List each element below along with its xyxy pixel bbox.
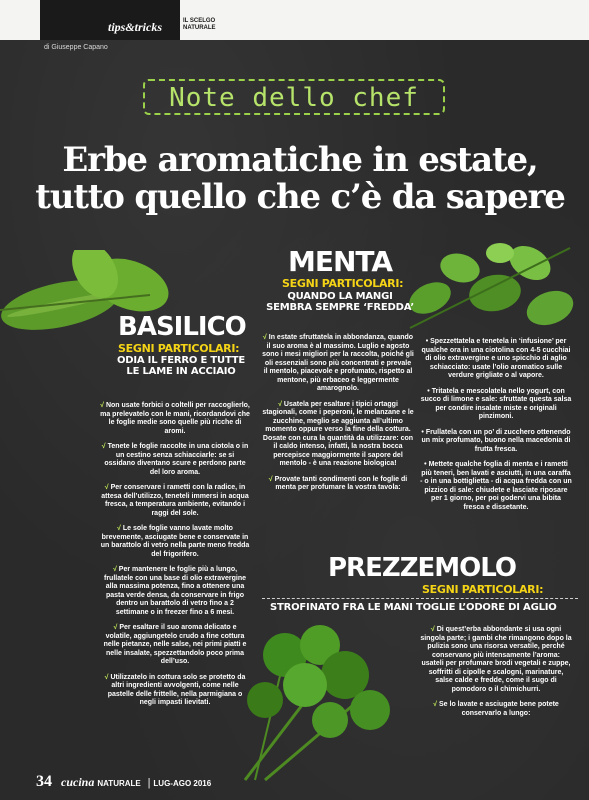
- parsley-divider: [262, 598, 578, 599]
- check-icon: √: [104, 673, 109, 681]
- mint-sub-text: QUANDO LA MANGI SEMBRA SEMPRE ‘FREDDA’: [266, 291, 414, 313]
- basil-para: √ Non usate forbici o coltelli per raccoglierlo, ma prelevatelo con le mani, ricordandovi che le foglie medie sono quelle più ricche di aromi.: [100, 402, 250, 435]
- footer-separator: |: [147, 775, 151, 789]
- mint-sub-label: SEGNI PARTICOLARI:: [282, 277, 404, 290]
- mint-column-2: [420, 338, 572, 519]
- section-label: tips&tricks: [108, 20, 163, 34]
- chef-notes-banner: [143, 79, 445, 115]
- mint-para: • Tritatela e mescolatela nello yogurt, con succo di limone e sale: sfruttate questa salsa per condire insalate miste e originali pinzimoni.: [420, 387, 572, 420]
- basil-para: √ Per mantenere le foglie più a lungo, frullatele con una base di olio extravergine alla massima potenza, fino a ottenere una pasta verde densa, da conservare in frigo dentro un barattolo di vetro fino a 2 settimane o in freezer fino a 6 mesi.: [104, 566, 246, 616]
- mint-para: √ In estate sfruttatela in abbondanza, quando il suo aroma è al massimo. Luglio e agosto sono i mesi migliori per la raccolta, poiché gli oli essenziali sono più concentrati e prevale il mentolo, piacevole e profumato, rispetto al mentone, più erbaceo e leggermente amarognolo.: [262, 334, 414, 392]
- basil-sub-text: ODIA IL FERRO E TUTTE LE LAME IN ACCIAIO: [116, 355, 246, 377]
- page-title: Erbe aromatiche in estate, tutto quello che c’è da sapere: [35, 140, 565, 217]
- parsley-para: √ Di quest’erba abbondante si usa ogni singola parte; i gambi che rimangono dopo la pulizia sono una risorsa versatile, perché conservano più intensamente l’aroma: usateli per profumare brodi vegetali e zuppe, soffritti di cipolle e scalogni, marinature, salse calde e fredde, come il sugo di pomodoro o il chimichurri.: [420, 626, 572, 693]
- mint-para: √ Usatela per esaltare i tipici ortaggi stagionali, come i peperoni, le melanzane e le zucchine, meglio se aggiunta all’ultimo momento oppure verso la fine della cottura. Dosate con cura la quantità da utilizzare: con il caldo intenso, infatti, la nostra bocca percepisce maggiormente il sapore del mentolo - è una reazione biologica!: [262, 400, 414, 467]
- check-icon: √: [104, 484, 109, 491]
- check-icon: √: [100, 402, 104, 409]
- check-icon: √: [117, 525, 121, 532]
- parsley-heading: PREZZEMOLO: [328, 553, 517, 583]
- mint-para: √ Provate tanti condimenti con le foglie di menta per profumare la vostra tavola:: [268, 475, 408, 491]
- check-icon: √: [268, 475, 273, 483]
- magazine-name: cucina: [61, 775, 95, 789]
- basil-para: √ Le sole foglie vanno lavate molto brevemente, asciugate bene e conservate in un barattolo di vetro nella parte meno fredda del frigorifero.: [100, 525, 250, 558]
- mint-heading: MENTA: [288, 245, 393, 278]
- check-icon: √: [430, 626, 435, 633]
- check-icon: √: [262, 334, 267, 341]
- check-icon: √: [433, 701, 437, 708]
- issue-date: LUG-AGO 2016: [153, 779, 212, 788]
- mint-para: • Spezzettatela e tenetela in ‘infusione’ per qualche ora in una ciotolina con 4-5 cucchiai di olio extravergine e uno spicchio di aglio schiacciato: usate l’olio aromatico sulle verdure grigliate o al vapore.: [421, 338, 571, 379]
- check-icon: √: [101, 443, 106, 450]
- parsley-sub-label: SEGNI PARTICOLARI:: [422, 583, 544, 596]
- check-icon: √: [278, 400, 282, 408]
- mint-leaves-image: [400, 238, 580, 338]
- mint-para: • Mettete qualche foglia di menta e i rametti più teneri, ben lavati e asciutti, in una caraffa - o in una bottiglietta - di acqua fredda con un pizzico di sale: chiudete e lasciate riposare per 1 giorno, per poi godervi una bibita fresca e dissetante.: [420, 461, 572, 511]
- basil-para: √ Per esaltare il suo aroma delicato e volatile, aggiungetelo crudo a fine cottura nelle pietanze, nelle salse, nei primi piatti e nelle insalate, spezzettandolo poco prima dell’uso.: [103, 624, 247, 665]
- basil-para: √ Utilizzatelo in cottura solo se protetto da altri ingredienti avvolgenti, come nelle pastelle delle frittelle, nella parmigiana o negli impasti lievitati.: [104, 673, 246, 706]
- byline: di Giuseppe Capano: [44, 44, 108, 51]
- bullet-icon: •: [424, 461, 427, 468]
- parsley-column: [420, 626, 572, 725]
- bullet-icon: •: [421, 428, 424, 436]
- check-icon: √: [113, 624, 118, 631]
- mint-para: • Frullatela con un po’ di zucchero ottenendo un mix profumato, buono nella macedonia di frutta fresca.: [421, 428, 571, 453]
- page-number: 34: [36, 773, 52, 790]
- mint-column-1: [262, 334, 414, 500]
- basil-column: [100, 402, 250, 715]
- parsley-para: √ Se lo lavate e asciugate bene potete conservarlo a lungo:: [433, 701, 559, 717]
- chef-notes-label: Note dello chef: [169, 83, 419, 113]
- bullet-icon: •: [425, 338, 429, 345]
- page-footer: [36, 773, 211, 791]
- basil-para: √ Tenete le foglie raccolte in una ciotola o in un cestino senza schiacciarle: se si ossidano diventano scure e perdono parte del loro aroma.: [101, 443, 249, 476]
- basil-para: √ Per conservare i rametti con la radice, in attesa dell’utilizzo, teneteli immersi in acqua fresca, a temperatura ambiente, evitando i raggi del sole.: [101, 484, 249, 517]
- basil-sub-label: SEGNI PARTICOLARI:: [118, 342, 240, 355]
- bullet-icon: •: [427, 387, 430, 395]
- check-icon: √: [112, 566, 117, 573]
- basil-heading: BASILICO: [118, 312, 246, 342]
- section-badge: IL SCELGO NATURALE: [183, 18, 216, 31]
- magazine-subtitle: NATURALE: [97, 779, 141, 788]
- parsley-sub-text: STROFINATO FRA LE MANI TOGLIE L’ODORE DI AGLIO: [270, 602, 557, 613]
